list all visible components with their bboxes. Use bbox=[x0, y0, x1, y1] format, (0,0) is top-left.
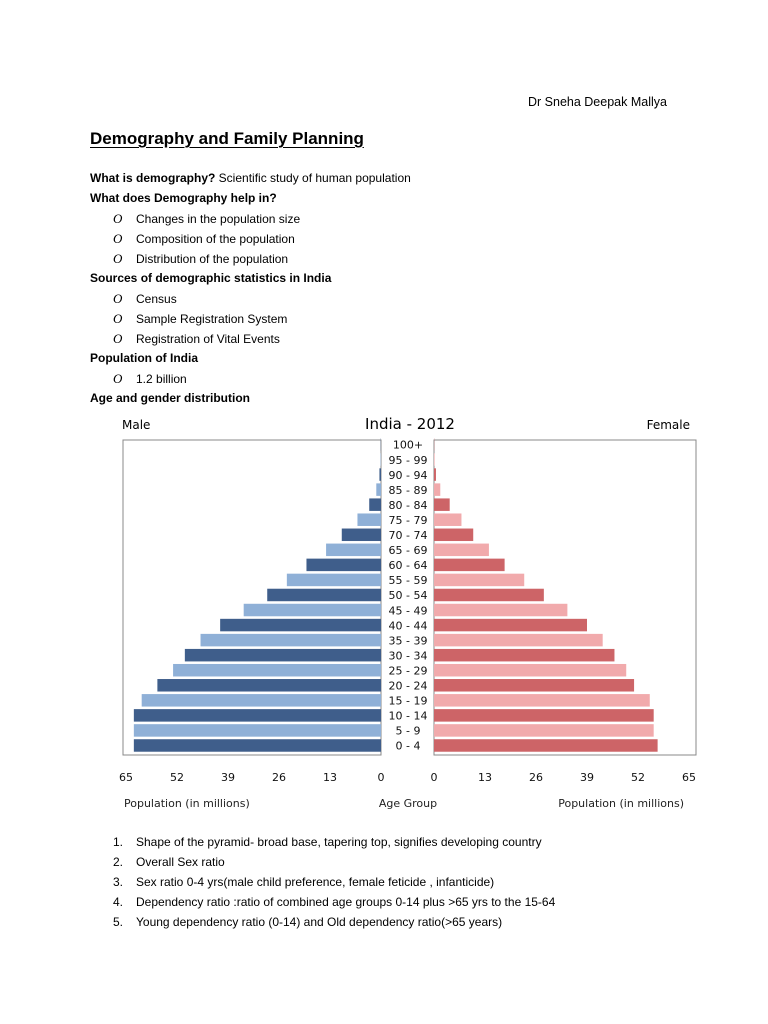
bullet-mark: O bbox=[113, 231, 123, 246]
age-heading-text: Age and gender distribution bbox=[90, 391, 251, 405]
male-bar bbox=[342, 529, 381, 542]
list-item-text: Shape of the pyramid- broad base, tapering top, signifies developing country bbox=[136, 835, 542, 849]
list-item bbox=[113, 875, 494, 889]
male-bar bbox=[185, 649, 381, 662]
age-group-label: 35 - 39 bbox=[388, 634, 428, 648]
list-item bbox=[113, 895, 555, 909]
bullet-mark: O bbox=[113, 211, 123, 226]
female-bar bbox=[434, 468, 436, 481]
list-number: 2. bbox=[113, 855, 124, 869]
question-help bbox=[90, 191, 277, 205]
age-group-label: 50 - 54 bbox=[388, 589, 428, 603]
list-item-text: Distribution of the population bbox=[136, 252, 289, 266]
female-bar bbox=[434, 679, 634, 692]
male-bar bbox=[357, 513, 381, 526]
x-tick-label: 65 bbox=[682, 771, 696, 784]
female-bar bbox=[434, 513, 461, 526]
population-pyramid-chart bbox=[110, 410, 710, 822]
male-bar bbox=[287, 574, 381, 587]
female-bar bbox=[434, 544, 489, 557]
male-bar bbox=[220, 619, 381, 632]
age-group-label: 90 - 94 bbox=[388, 468, 428, 482]
list-number: 1. bbox=[113, 835, 124, 849]
bullet-mark: O bbox=[113, 291, 123, 306]
age-group-label: 65 - 69 bbox=[388, 544, 428, 558]
female-bar bbox=[434, 604, 567, 617]
female-bar bbox=[434, 664, 626, 677]
x-axis-label-right: Population (in millions) bbox=[558, 797, 684, 810]
list-item bbox=[113, 311, 287, 327]
author-name: Dr Sneha Deepak Mallya bbox=[528, 95, 667, 109]
male-bar bbox=[173, 664, 381, 677]
x-tick-label: 13 bbox=[478, 771, 492, 784]
female-label: Female bbox=[646, 418, 690, 432]
male-bar bbox=[379, 468, 381, 481]
x-tick-label: 39 bbox=[580, 771, 594, 784]
female-bar bbox=[434, 589, 544, 602]
list-item bbox=[113, 231, 295, 247]
age-group-label: 80 - 84 bbox=[388, 498, 428, 512]
female-bar bbox=[434, 634, 603, 647]
population-heading bbox=[90, 351, 198, 365]
document-title: Demography and Family Planning bbox=[90, 129, 364, 148]
x-tick-label: 52 bbox=[631, 771, 645, 784]
male-bar bbox=[244, 604, 381, 617]
list-item-text: Registration of Vital Events bbox=[136, 332, 280, 346]
population-heading-text: Population of India bbox=[90, 351, 198, 365]
male-bar bbox=[306, 559, 381, 572]
question-help-label: What does Demography help in? bbox=[90, 191, 277, 205]
list-item bbox=[113, 211, 300, 227]
sources-heading bbox=[90, 271, 331, 285]
question-answer: Scientific study of human population bbox=[215, 171, 411, 185]
age-group-label: 5 - 9 bbox=[395, 724, 421, 738]
male-bar bbox=[326, 544, 381, 557]
list-item-text: Census bbox=[136, 292, 177, 306]
female-bar bbox=[434, 529, 473, 542]
list-item bbox=[113, 371, 187, 387]
x-tick-label: 26 bbox=[529, 771, 543, 784]
sources-heading-text: Sources of demographic statistics in India bbox=[90, 271, 332, 285]
male-bar bbox=[134, 739, 381, 752]
list-item-text: Overall Sex ratio bbox=[136, 855, 225, 869]
age-group-label: 0 - 4 bbox=[395, 739, 421, 753]
list-number: 3. bbox=[113, 875, 124, 889]
age-heading bbox=[90, 391, 250, 405]
question-label: What is demography? bbox=[90, 171, 216, 185]
question-demography bbox=[90, 171, 411, 185]
female-bar bbox=[434, 724, 654, 737]
list-item-text: Changes in the population size bbox=[136, 212, 301, 226]
list-item-text: Young dependency ratio (0-14) and Old dependency ratio(>65 years) bbox=[136, 915, 503, 929]
female-bar bbox=[434, 619, 587, 632]
age-group-label: 60 - 64 bbox=[388, 559, 428, 573]
x-tick-label: 13 bbox=[323, 771, 337, 784]
list-item bbox=[113, 855, 225, 869]
male-bar bbox=[157, 679, 381, 692]
male-bar bbox=[376, 483, 381, 496]
male-bar bbox=[134, 724, 381, 737]
age-group-label: 55 - 59 bbox=[388, 574, 428, 588]
bullet-mark: O bbox=[113, 251, 123, 266]
female-bar bbox=[434, 483, 440, 496]
female-bar bbox=[434, 649, 614, 662]
male-label: Male bbox=[122, 418, 151, 432]
female-bar bbox=[434, 574, 524, 587]
age-group-label: 75 - 79 bbox=[388, 513, 428, 527]
list-item-text: 1.2 billion bbox=[136, 372, 187, 386]
list-item-text: Composition of the population bbox=[136, 232, 295, 246]
x-tick-label: 39 bbox=[221, 771, 235, 784]
list-number: 5. bbox=[113, 915, 124, 929]
list-item bbox=[113, 251, 288, 267]
x-tick-label: 0 bbox=[430, 771, 438, 784]
x-tick-label: 26 bbox=[272, 771, 286, 784]
male-bar bbox=[267, 589, 381, 602]
male-bar bbox=[369, 498, 381, 511]
list-item-text: Sample Registration System bbox=[136, 312, 288, 326]
female-bar bbox=[434, 694, 650, 707]
bullet-mark: O bbox=[113, 371, 123, 386]
age-group-label: 30 - 34 bbox=[388, 649, 428, 663]
list-item bbox=[113, 915, 502, 929]
list-number: 4. bbox=[113, 895, 124, 909]
age-group-label: 40 - 44 bbox=[388, 619, 428, 633]
age-group-label: 95 - 99 bbox=[388, 453, 428, 467]
x-tick-label: 52 bbox=[170, 771, 184, 784]
x-tick-label: 65 bbox=[119, 771, 133, 784]
age-group-label: 85 - 89 bbox=[388, 483, 428, 497]
x-axis-label-left: Population (in millions) bbox=[124, 797, 250, 810]
age-group-label: 45 - 49 bbox=[388, 604, 428, 618]
female-bar bbox=[434, 453, 435, 466]
age-group-label: 25 - 29 bbox=[388, 664, 428, 678]
list-item bbox=[113, 291, 177, 307]
male-bar bbox=[201, 634, 381, 647]
age-group-label: 70 - 74 bbox=[388, 529, 428, 543]
list-item-text: Sex ratio 0-4 yrs(male child preference, female feticide , infanticide) bbox=[136, 875, 495, 889]
x-tick-label: 0 bbox=[377, 771, 385, 784]
chart-title: India - 2012 bbox=[365, 415, 455, 433]
female-bar bbox=[434, 559, 505, 572]
list-item bbox=[113, 331, 280, 347]
list-item bbox=[113, 835, 542, 849]
female-bar bbox=[434, 498, 450, 511]
age-group-label: 10 - 14 bbox=[388, 709, 428, 723]
age-group-label: 100+ bbox=[392, 438, 424, 452]
male-bar bbox=[142, 694, 381, 707]
age-group-label: 20 - 24 bbox=[388, 679, 428, 693]
female-bar bbox=[434, 709, 654, 722]
bullet-mark: O bbox=[113, 331, 123, 346]
list-item-text: Dependency ratio :ratio of combined age groups 0-14 plus >65 yrs to the 15-64 bbox=[136, 895, 556, 909]
x-axis-label-center: Age Group bbox=[378, 797, 438, 810]
female-bar bbox=[434, 739, 658, 752]
age-group-label: 15 - 19 bbox=[388, 694, 428, 708]
male-bar bbox=[134, 709, 381, 722]
bullet-mark: O bbox=[113, 311, 123, 326]
